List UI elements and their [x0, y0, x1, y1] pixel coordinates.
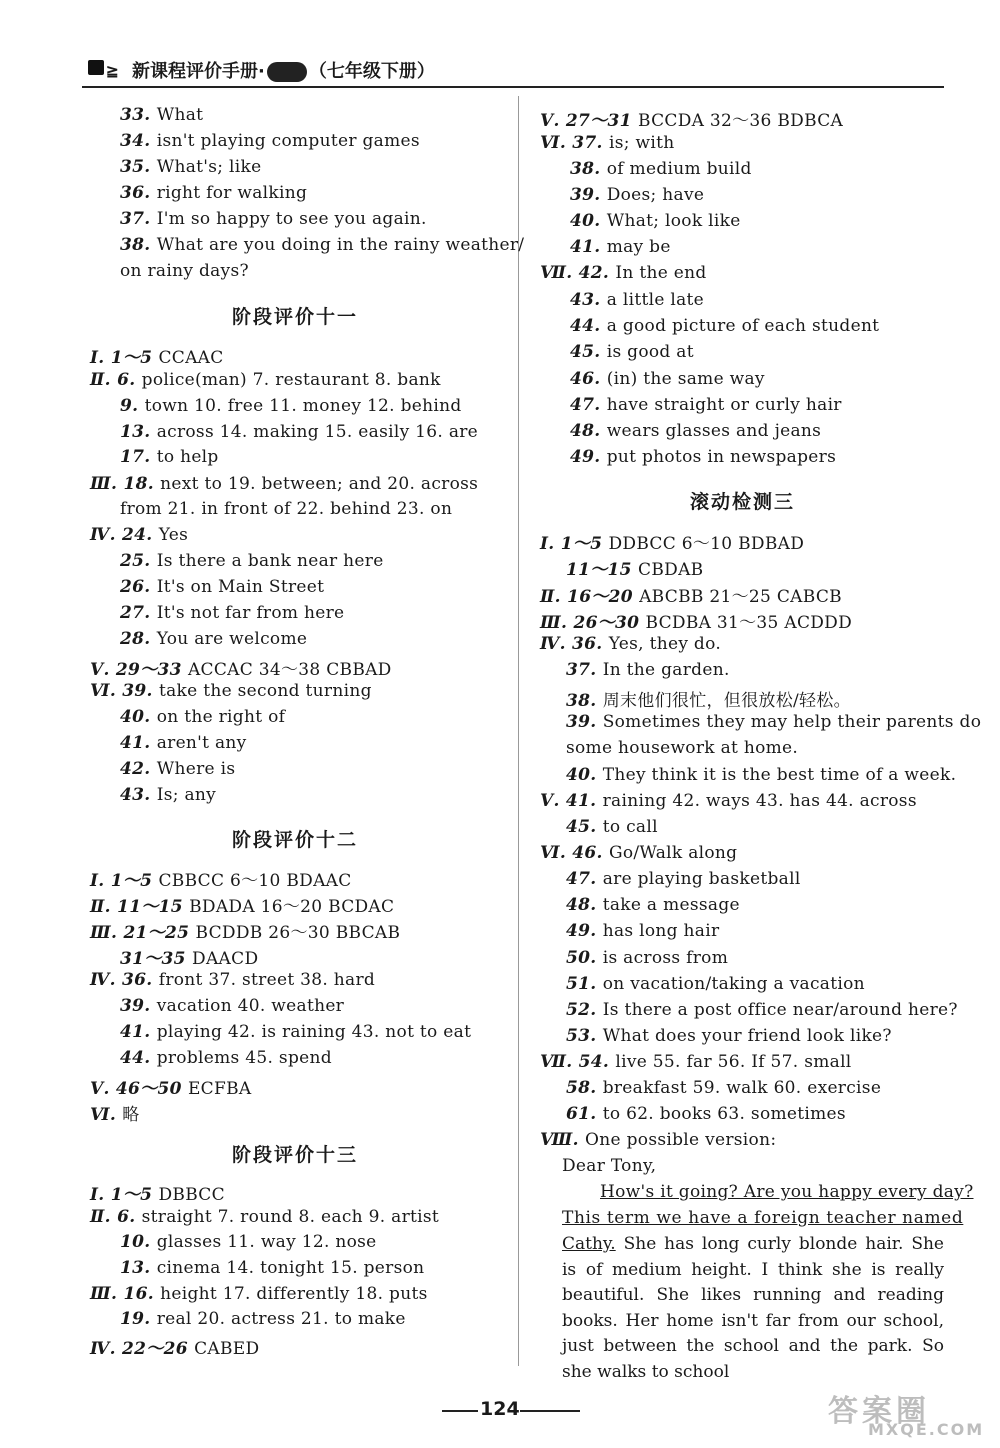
book-logo-icon [88, 60, 104, 75]
question-number: 37. [566, 660, 603, 680]
question-number: 41. [120, 1022, 157, 1042]
answer-text: playing 42. is raining 43. not to eat [156, 1022, 472, 1042]
answer-line [90, 525, 188, 545]
question-number: Ⅵ. 46. [540, 843, 609, 863]
question-number: 47. [570, 395, 607, 415]
answer-text: to call [602, 817, 658, 837]
answer-text: What are you doing in the rainy weather/ [156, 235, 525, 255]
question-number: 48. [570, 421, 607, 441]
answer-line [90, 1074, 251, 1099]
answer-text: real 20. actress 21. to make [156, 1309, 406, 1329]
question-number: Ⅴ. 41. [540, 791, 603, 811]
answer-line [566, 738, 798, 758]
page-footer [440, 1396, 590, 1426]
question-number: 40. [120, 707, 157, 727]
answer-line [120, 422, 478, 442]
answer-line [120, 183, 307, 203]
question-number: Ⅶ. 54. [540, 1052, 616, 1072]
question-number: Ⅲ. 18. [90, 474, 161, 494]
question-number: 19. [120, 1309, 157, 1329]
answer-line [90, 343, 224, 368]
question-number: 47. [566, 869, 603, 889]
answer-text: BCDDB 26～30 BBCAB [195, 923, 401, 943]
answer-line [540, 608, 852, 633]
section-heading: 滚动检测三 [690, 491, 796, 513]
answer-line [120, 447, 219, 467]
answer-text: DDBCC 6～10 BDBAD [608, 534, 805, 554]
answer-text: may be [606, 237, 671, 257]
answer-text: I'm so happy to see you again. [156, 209, 427, 229]
answer-text: cinema 14. tonight 15. person [156, 1258, 425, 1278]
question-number: Ⅵ. 37. [540, 133, 609, 153]
answer-line [566, 1104, 846, 1124]
answer-line [90, 866, 352, 891]
answer-text: BCCDA 32～36 BDBCA [637, 111, 844, 131]
question-number: 43. [570, 290, 607, 310]
question-number: 44. [120, 1048, 157, 1068]
question-number: 33. [120, 105, 157, 125]
answer-line [540, 634, 721, 654]
answer-line [90, 474, 478, 494]
answer-line [120, 707, 285, 727]
answer-text: Dear Tony, [562, 1156, 657, 1176]
answer-line [566, 555, 703, 580]
question-number: 45. [570, 342, 607, 362]
answer-line [570, 290, 704, 310]
question-number: 49. [570, 447, 607, 467]
answer-line [540, 106, 843, 131]
answer-line [566, 1000, 958, 1020]
answer-line [120, 1048, 332, 1068]
answer-line [120, 235, 524, 255]
answer-text: Yes [158, 525, 189, 545]
answer-line [570, 185, 704, 205]
letter-line-2: This term we have a foreign teacher named [562, 1208, 964, 1228]
answer-line [540, 263, 707, 283]
answer-text: You are welcome [156, 629, 308, 649]
answer-line [120, 131, 420, 151]
answer-line [120, 1309, 406, 1329]
section-heading: 阶段评价十一 [232, 306, 359, 328]
answer-text: are playing basketball [602, 869, 801, 889]
question-number: 43. [120, 785, 157, 805]
question-number: 58. [566, 1078, 603, 1098]
answer-line [90, 1334, 259, 1359]
answer-text: put photos in newspapers [606, 447, 837, 467]
answer-line [90, 681, 372, 701]
question-number: 42. [120, 759, 157, 779]
decor-wave-right [520, 1410, 580, 1412]
answer-text: DBBCC [158, 1185, 225, 1205]
question-number: Ⅳ. 36. [90, 970, 159, 990]
question-number: Ⅶ. 42. [540, 263, 616, 283]
answer-text: Go/Walk along [608, 843, 738, 863]
answer-text: on vacation/taking a vacation [602, 974, 865, 994]
question-number: Ⅰ. 1～5 [540, 534, 609, 554]
answer-line [120, 1022, 471, 1042]
answer-line [566, 765, 956, 785]
question-number: 13. [120, 422, 157, 442]
answer-text: aren't any [156, 733, 247, 753]
question-number: 51. [566, 974, 603, 994]
question-number: Ⅰ. 1～5 [90, 348, 159, 368]
answer-line [120, 785, 216, 805]
answer-text: In the end [615, 263, 707, 283]
question-number: 31～35 [120, 949, 193, 969]
question-number: 40. [570, 211, 607, 231]
answer-text: CBDAB [638, 560, 704, 580]
question-number: Ⅱ. 6. [90, 1207, 142, 1227]
answer-line [570, 211, 741, 231]
answer-line [570, 237, 671, 257]
answer-line [90, 655, 392, 680]
answer-text: is across from [602, 948, 729, 968]
answer-text: Where is [156, 759, 236, 779]
question-number: 34. [120, 131, 157, 151]
answer-text: Sometimes they may help their parents do [602, 712, 982, 732]
answer-text: raining 42. ways 43. has 44. across [602, 791, 917, 811]
answer-line [570, 316, 879, 336]
answer-line [566, 1078, 881, 1098]
answer-line [90, 918, 400, 943]
answer-text: ACCAC 34～38 CBBAD [187, 660, 392, 680]
answer-text: Does; have [606, 185, 705, 205]
watermark-url: MXQE.COM [868, 1420, 985, 1439]
question-number: Ⅲ. 21～25 [90, 923, 196, 943]
answer-text: 略 [122, 1105, 140, 1125]
question-number: 26. [120, 577, 157, 597]
answer-line [120, 1232, 377, 1252]
question-number: 50. [566, 948, 603, 968]
answer-text: height 17. differently 18. puts [160, 1284, 428, 1304]
answer-text: some housework at home. [566, 738, 799, 758]
answer-line [570, 342, 694, 362]
question-number: 35. [120, 157, 157, 177]
question-number: Ⅴ. 46～50 [90, 1079, 188, 1099]
answer-line [540, 133, 674, 153]
answer-line [566, 1026, 892, 1046]
question-number: 52. [566, 1000, 603, 1020]
watermark [808, 1386, 998, 1446]
answer-line [566, 660, 730, 680]
answer-text: CCAAC [158, 348, 224, 368]
answer-text: In the garden. [602, 660, 730, 680]
question-number: 48. [566, 895, 603, 915]
answer-line [90, 1180, 225, 1205]
page-number: 124 [480, 1398, 520, 1420]
answer-line [562, 1156, 656, 1176]
subject-badge-icon [267, 62, 307, 82]
logo-mark-icon: ≧ [106, 62, 119, 80]
answer-line [120, 499, 452, 519]
answer-text: next to 19. between; and 20. across [160, 474, 479, 494]
page-header [82, 56, 512, 86]
answer-line [566, 895, 740, 915]
answer-text: BCDBA 31～35 ACDDD [645, 613, 853, 633]
answer-line [120, 759, 235, 779]
question-number: 25. [120, 551, 157, 571]
question-number: Ⅳ. 22～26 [90, 1339, 195, 1359]
question-number: Ⅴ. 27～31 [540, 111, 638, 131]
question-number: Ⅳ. 36. [540, 634, 609, 654]
answer-text: front 37. street 38. hard [158, 970, 376, 990]
answer-text: take a message [602, 895, 740, 915]
question-number: 9. [120, 396, 145, 416]
answer-line [120, 396, 462, 416]
answer-text: wears glasses and jeans [606, 421, 822, 441]
answer-text: problems 45. spend [156, 1048, 332, 1068]
answer-text: on the right of [156, 707, 286, 727]
answer-line [120, 1258, 424, 1278]
question-number: 11～15 [566, 560, 639, 580]
question-number: Ⅷ. [540, 1130, 586, 1150]
answer-line [570, 369, 765, 389]
question-number: 38. [570, 159, 607, 179]
answer-line [570, 159, 752, 179]
answer-text: What does your friend look like? [602, 1026, 892, 1046]
answer-line [120, 209, 427, 229]
question-number: 44. [570, 316, 607, 336]
question-number: 41. [570, 237, 607, 257]
answer-text: a little late [606, 290, 705, 310]
answer-text: police(man) 7. restaurant 8. bank [141, 370, 441, 390]
answer-line [570, 447, 836, 467]
answer-text: It's on Main Street [156, 577, 325, 597]
question-number: Ⅴ. 29～33 [90, 660, 188, 680]
answer-text: CABED [194, 1339, 260, 1359]
question-number: 61. [566, 1104, 603, 1124]
answer-line [540, 1130, 776, 1150]
answer-line [120, 551, 384, 571]
answer-text: Is; any [156, 785, 217, 805]
answer-text: straight 7. round 8. each 9. artist [141, 1207, 440, 1227]
answer-text: They think it is the best time of a week. [602, 765, 957, 785]
question-number: Ⅱ. 16～20 [540, 587, 640, 607]
answer-line [120, 577, 324, 597]
answer-line [120, 996, 344, 1016]
answer-line [90, 1207, 439, 1227]
answer-text: across 14. making 15. easily 16. are [156, 422, 479, 442]
answer-text: (in) the same way [606, 369, 765, 389]
question-number: Ⅱ. 6. [90, 370, 142, 390]
answer-text: ECFBA [187, 1079, 252, 1099]
question-number: 27. [120, 603, 157, 623]
answer-text: to 62. books 63. sometimes [602, 1104, 846, 1124]
answer-line [540, 791, 917, 811]
question-number: 39. [570, 185, 607, 205]
question-number: 10. [120, 1232, 157, 1252]
question-number: 38. [566, 691, 603, 711]
question-number: Ⅱ. 11～15 [90, 897, 190, 917]
answer-line [120, 157, 261, 177]
question-number: Ⅰ. 1～5 [90, 871, 159, 891]
answer-text: breakfast 59. walk 60. exercise [602, 1078, 882, 1098]
question-number: 46. [570, 369, 607, 389]
answer-text: on rainy days? [120, 261, 249, 281]
answer-line [540, 582, 842, 607]
answer-line [570, 395, 842, 415]
answer-text: BDADA 16～20 BCDAC [189, 897, 395, 917]
answer-line [540, 529, 804, 554]
question-number: Ⅰ. 1～5 [90, 1185, 159, 1205]
question-number: Ⅵ. 39. [90, 681, 159, 701]
question-number: 36. [120, 183, 157, 203]
answer-line [120, 261, 249, 281]
question-number: 40. [566, 765, 603, 785]
answer-line [120, 105, 203, 125]
question-number: Ⅲ. 16. [90, 1284, 161, 1304]
answer-text: vacation 40. weather [156, 996, 345, 1016]
answer-text: 周末他们很忙，但很放松/轻松。 [602, 691, 851, 711]
answer-text: isn't playing computer games [156, 131, 420, 151]
question-number: Ⅳ. 24. [90, 525, 159, 545]
answer-text: ABCBB 21～25 CABCB [639, 587, 842, 607]
answer-line [120, 603, 344, 623]
letter-body: Cathy. She has long curly blonde hair. She is of medium height. I think she is really beautiful. She likes running and reading books. Her home isn't far from our school, just between the school and the park. So she walks to school [562, 1234, 944, 1382]
answer-text: to help [156, 447, 219, 467]
question-number: 49. [566, 921, 603, 941]
header-title: 新课程评价手册· （七年级下册） [132, 61, 435, 82]
answer-text: from 21. in front of 22. behind 23. on [120, 499, 453, 519]
answer-text: take the second turning [158, 681, 372, 701]
answer-line [566, 948, 728, 968]
watermark-text: 答案圈 [828, 1394, 930, 1429]
answer-line [566, 921, 719, 941]
question-number: 53. [566, 1026, 603, 1046]
answer-line [120, 944, 258, 969]
column-divider [518, 96, 519, 1366]
answer-line [90, 370, 441, 390]
answer-text: DAACD [192, 949, 259, 969]
question-number: Ⅲ. 26～30 [540, 613, 646, 633]
answer-text: have straight or curly hair [606, 395, 842, 415]
answer-text: One possible version: [585, 1130, 777, 1150]
question-number: 28. [120, 629, 157, 649]
header-rule [82, 86, 944, 88]
answer-line [120, 629, 307, 649]
answer-line [90, 1284, 428, 1304]
answer-text: of medium build [606, 159, 752, 179]
answer-line [90, 892, 394, 917]
answer-text: Yes, they do. [608, 634, 722, 654]
answer-line [566, 974, 865, 994]
question-number: 45. [566, 817, 603, 837]
letter-line-1: How's it going? Are you happy every day? [600, 1182, 974, 1202]
answer-text: What [156, 105, 204, 125]
question-number: 13. [120, 1258, 157, 1278]
question-number: 39. [120, 996, 157, 1016]
answer-text: It's not far from here [156, 603, 345, 623]
section-heading: 阶段评价十三 [232, 1144, 359, 1166]
answer-line [570, 421, 821, 441]
answer-text: CBBCC 6～10 BDAAC [158, 871, 352, 891]
answer-line [120, 733, 247, 753]
question-number: 17. [120, 447, 157, 467]
answer-text: live 55. far 56. If 57. small [615, 1052, 852, 1072]
answer-text: Is there a post office near/around here? [602, 1000, 958, 1020]
answer-text: is; with [608, 133, 675, 153]
question-number: 41. [120, 733, 157, 753]
question-number: 38. [120, 235, 157, 255]
question-number: 39. [566, 712, 603, 732]
answer-text: What's; like [156, 157, 262, 177]
decor-wave-left [442, 1410, 478, 1412]
answer-text: town 10. free 11. money 12. behind [144, 396, 462, 416]
answer-text: Is there a bank near here [156, 551, 384, 571]
question-number: Ⅵ. [90, 1105, 123, 1125]
answer-line [566, 869, 801, 889]
question-number: 37. [120, 209, 157, 229]
answer-line [566, 686, 851, 711]
section-heading: 阶段评价十二 [232, 829, 359, 851]
answer-text: right for walking [156, 183, 308, 203]
answer-line [90, 970, 375, 990]
answer-line [566, 817, 658, 837]
answer-text: has long hair [602, 921, 720, 941]
answer-line [540, 1052, 852, 1072]
answer-text: a good picture of each student [606, 316, 880, 336]
answer-line [566, 712, 981, 732]
answer-line [540, 843, 737, 863]
answer-text: What; look like [606, 211, 741, 231]
answer-line [90, 1100, 140, 1125]
answer-text: is good at [606, 342, 694, 362]
answer-text: glasses 11. way 12. nose [156, 1232, 377, 1252]
